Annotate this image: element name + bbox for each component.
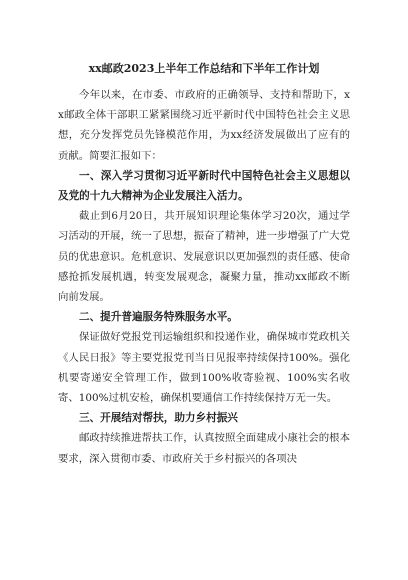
document-title: xx邮政2023上半年工作总结和下半年工作计划 [88,62,320,75]
section-2-body: 保证做好党报党刊运输组织和投递作业，确保城市党政机关《人民日报》等主要党报党刊当日见报率持续保持100%。强化机要寄递安全管理工作，做到100%收寄验视、100%实名收寄、100%过机安检，确保机要通信工作持续保持万无一失。 [58,331,350,405]
section-3-heading: 三、开展结对帮扶，助力乡村振兴 [79,412,238,425]
section-2-heading: 二、提升普遍服务特殊服务水平。 [79,311,238,324]
document-page [58,50,350,469]
section-3-body: 邮政持续推进帮扶工作，认真按照全面建成小康社会的根本要求，深入贯彻市委、市政府关于乡村振兴的各项决 [58,432,350,465]
intro-paragraph: 今年以来，在市委、市政府的正确领导、支持和帮助下，xx邮政全体干部职工紧紧围绕习近平新时代中国特色社会主义思想，充分发挥党员先锋模范作用，为xx经济发展做出了应有的贡献。简要汇报如下： [58,89,350,162]
section-1-body: 截止到6月20日，共开展知识理论集体学习20次，通过学习活动的开展，统一了思想，振奋了精神，进一步增强了广大党员的优患意识。危机意识、发展意识以更加强烈的责任感、使命感抢抓发展机遇，转变发展观念，凝聚力量，推动xx邮政不断向前发展。 [58,210,350,304]
section-1-heading: 一、深入学习贯彻习近平新时代中国特色社会主义思想以及党的十九大精神为企业发展注入活力。 [58,169,350,203]
